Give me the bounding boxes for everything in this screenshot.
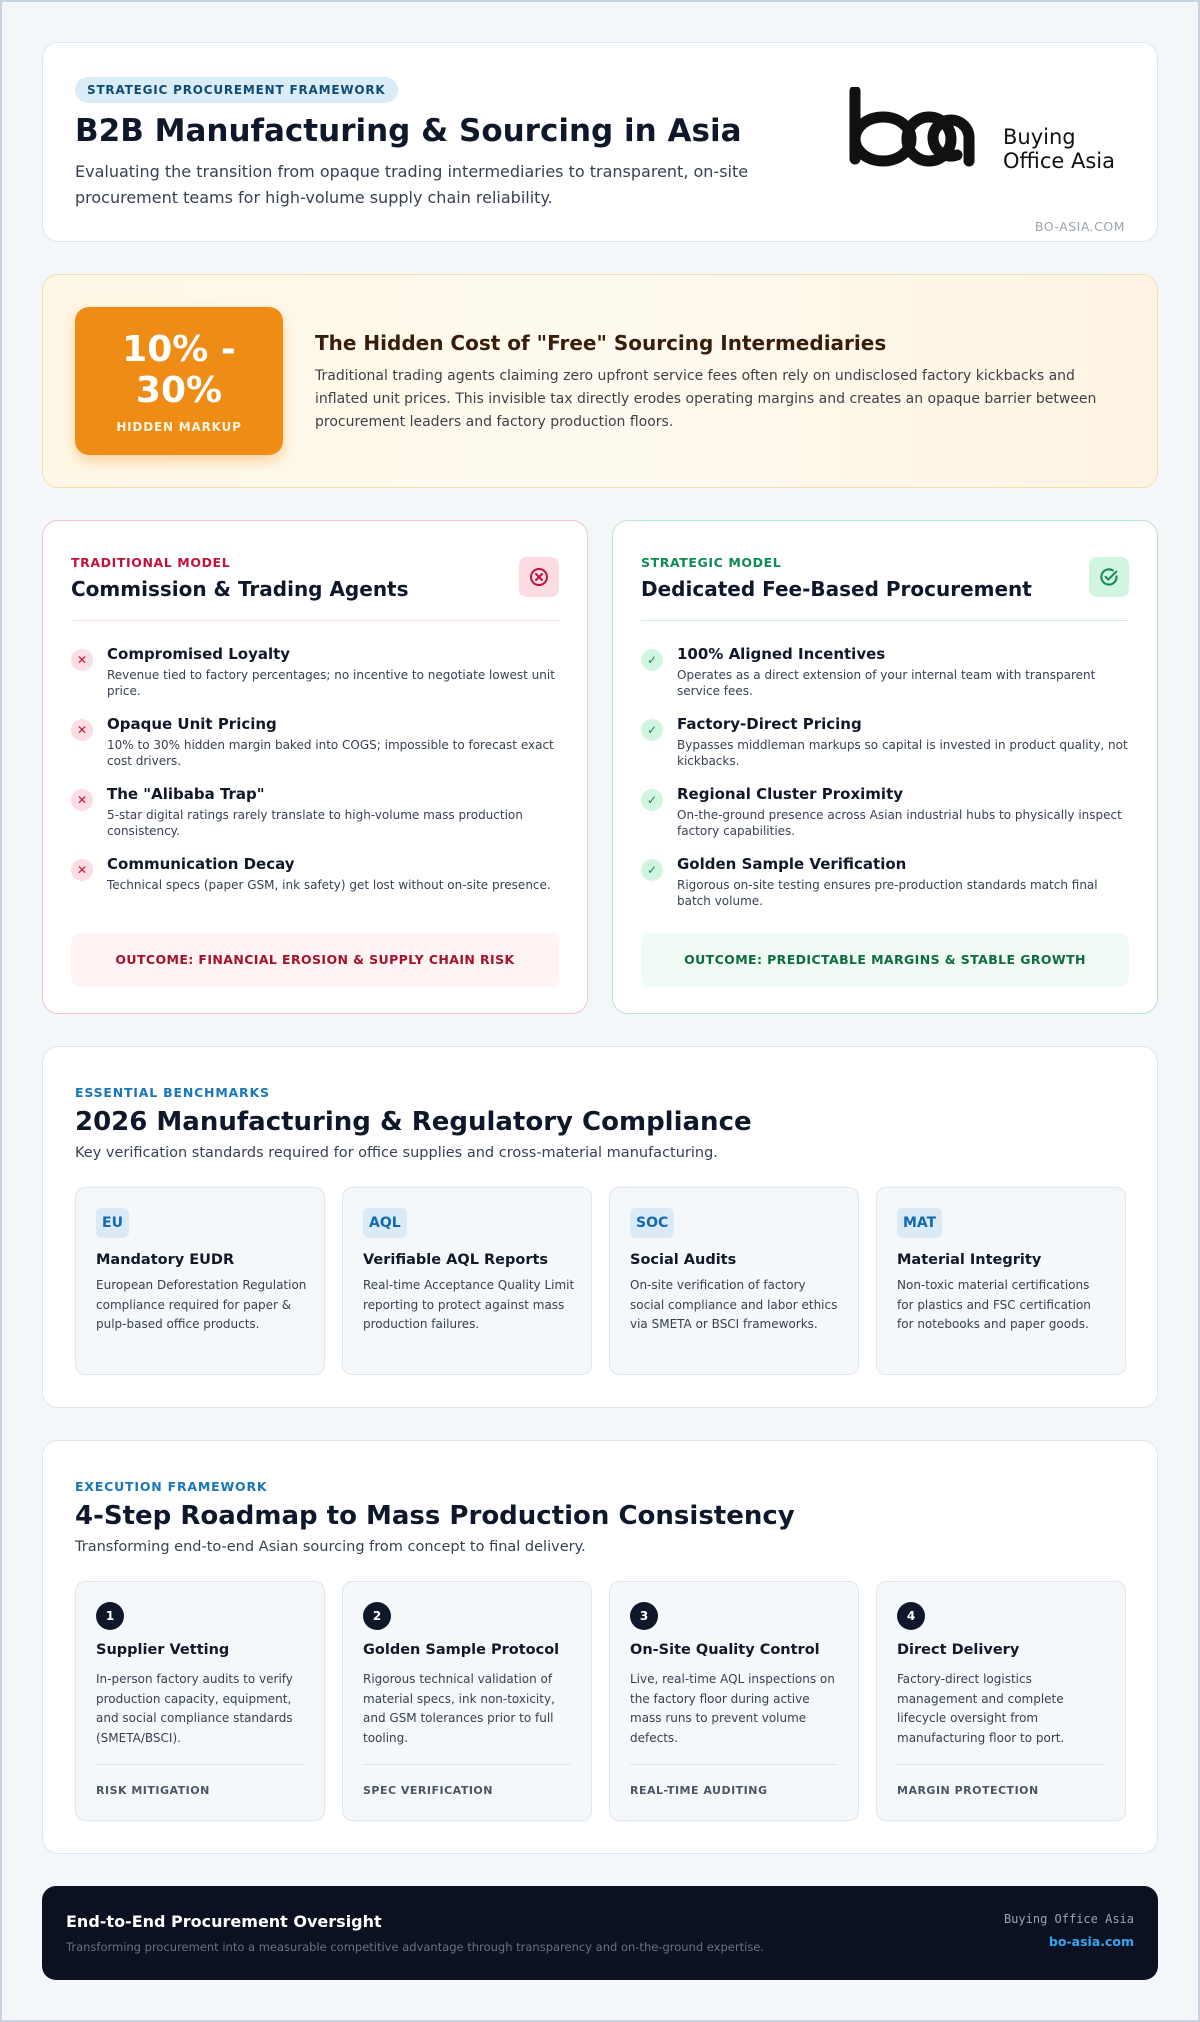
footer-brand: Buying Office Asia	[1003, 1912, 1134, 1926]
step-number: 3	[630, 1602, 658, 1630]
traditional-title: Commission & Trading Agents	[71, 577, 409, 601]
check-icon: ✓	[641, 789, 663, 811]
markup-stat	[75, 307, 283, 455]
benchmarks-tag: ESSENTIAL BENCHMARKS	[75, 1085, 270, 1100]
strategic-title: Dedicated Fee-Based Procurement	[641, 577, 1032, 601]
brand-logo[interactable]	[845, 87, 1125, 234]
roadmap-step: 1 Supplier Vetting In-person factory audits to verify production capacity, equipment, and social compliance standards (SMETA/BSCI). RISK MITIGATION	[75, 1581, 325, 1821]
roadmap-step: 4 Direct Delivery Factory-direct logistics management and complete lifecycle oversight from manufacturing floor to port. MARGIN PROTECTION	[876, 1581, 1126, 1821]
roadmap-title: 4-Step Roadmap to Mass Production Consistency	[75, 1501, 795, 1531]
roadmap-step: 2 Golden Sample Protocol Rigorous technical validation of material specs, ink non-toxicity, and GSM tolerances prior to full tooling. SPEC VERIFICATION	[342, 1581, 592, 1821]
roadmap-step: 3 On-Site Quality Control Live, real-time AQL inspections on the factory floor during active mass runs to prevent volume defects. REAL-TIME AUDITING	[609, 1581, 859, 1821]
benchmark-code-badge: EU	[96, 1208, 129, 1238]
x-icon: ✕	[71, 649, 93, 671]
markup-stat-value: 10% - 30%	[122, 329, 236, 411]
traditional-model-card: TRADITIONAL MODEL Commission & Trading Agents ✕ Compromised Loyalty Revenue tied to factory percentages; no incentive to negotiate lowest unit price. ✕ Opaque Unit Pricing 10% to 30% hidden margin baked into COGS; impossible to forecast exact cost drivers. ✕ The "Alibaba Trap" 5-star digital ratings rarely translate to high-volume mass production consistency. ✕ Communication Decay Technical specs (paper GSM, ink safety) get lost without on-site presence. OUTCOME: FINANCIAL EROSION & SUPPLY CHAIN RISK	[42, 520, 588, 1014]
logo-url: BO-ASIA.COM	[1034, 219, 1125, 234]
footer-website-link[interactable]: bo-asia.com	[1048, 1934, 1134, 1949]
divider	[897, 1764, 1105, 1765]
benchmark-code-badge: SOC	[630, 1208, 674, 1238]
x-icon: ✕	[71, 789, 93, 811]
roadmap-card	[42, 1440, 1158, 1854]
roadmap-tag: EXECUTION FRAMEWORK	[75, 1479, 268, 1494]
step-number: 2	[363, 1602, 391, 1630]
roadmap-subtitle: Transforming end-to-end Asian sourcing from concept to final delivery.	[75, 1539, 586, 1555]
logo-wordmark: Buying Office Asia	[1003, 125, 1115, 173]
divider	[641, 620, 1129, 621]
benchmark-code-badge: MAT	[897, 1208, 942, 1238]
framework-tag: STRATEGIC PROCUREMENT FRAMEWORK	[75, 77, 398, 103]
check-icon: ✓	[641, 649, 663, 671]
benchmark-tile: EU Mandatory EUDR European Deforestation Regulation compliance required for paper & pulp-based office products.	[75, 1187, 325, 1375]
benchmark-tile: SOC Social Audits On-site verification of factory social compliance and labor ethics via SMETA or BSCI frameworks.	[609, 1187, 859, 1375]
strategic-model-card: STRATEGIC MODEL Dedicated Fee-Based Procurement ✓ 100% Aligned Incentives Operates as a direct extension of your internal team with transparent service fees. ✓ Factory-Direct Pricing Bypasses middleman markups so capital is invested in product quality, not kickbacks. ✓ Regional Cluster Proximity On-the-ground presence across Asian industrial hubs to physically inspect factory capabilities. ✓ Golden Sample Verification Rigorous on-site testing ensures pre-production standards match final batch volume. OUTCOME: PREDICTABLE MARGINS & STABLE GROWTH	[612, 520, 1158, 1014]
step-number: 1	[96, 1602, 124, 1630]
check-circle-icon	[1089, 557, 1129, 597]
hidden-cost-title: The Hidden Cost of "Free" Sourcing Intermediaries	[315, 331, 887, 355]
boa-logo-mark	[845, 87, 995, 177]
divider	[630, 1764, 838, 1765]
x-icon: ✕	[71, 859, 93, 881]
x-icon: ✕	[71, 719, 93, 741]
traditional-outcome: OUTCOME: FINANCIAL EROSION & SUPPLY CHAIN RISK	[71, 933, 559, 987]
hidden-cost-body: Traditional trading agents claiming zero upfront service fees often rely on undisclosed factory kickbacks and inflated unit prices. This invisible tax directly erodes operating margins and creates an opaque barrier between procurement leaders and factory production floors.	[315, 368, 1097, 430]
step-number: 4	[897, 1602, 925, 1630]
page-title: B2B Manufacturing & Sourcing in Asia	[75, 113, 742, 149]
step-footer: REAL-TIME AUDITING	[630, 1784, 768, 1797]
footer-subtitle: Transforming procurement into a measurable competitive advantage through transparency and on-the-ground expertise.	[66, 1940, 765, 1954]
benchmarks-subtitle: Key verification standards required for office supplies and cross-material manufacturing.	[75, 1145, 718, 1161]
page-subtitle: Evaluating the transition from opaque trading intermediaries to transparent, on-site procurement teams for high-volume supply chain reliability.	[75, 162, 749, 207]
footer-title: End-to-End Procurement Oversight	[66, 1912, 382, 1931]
benchmarks-title: 2026 Manufacturing & Regulatory Compliance	[75, 1107, 752, 1137]
hidden-cost-card	[42, 274, 1158, 488]
x-circle-icon	[519, 557, 559, 597]
header-card	[42, 42, 1158, 242]
divider	[96, 1764, 304, 1765]
check-icon: ✓	[641, 859, 663, 881]
check-icon: ✓	[641, 719, 663, 741]
step-footer: RISK MITIGATION	[96, 1784, 210, 1797]
benchmarks-card	[42, 1046, 1158, 1408]
benchmark-tile: AQL Verifiable AQL Reports Real-time Acceptance Quality Limit reporting to protect against mass production failures.	[342, 1187, 592, 1375]
step-footer: MARGIN PROTECTION	[897, 1784, 1039, 1797]
divider	[363, 1764, 571, 1765]
step-footer: SPEC VERIFICATION	[363, 1784, 493, 1797]
strategic-tag: STRATEGIC MODEL	[641, 555, 782, 570]
traditional-tag: TRADITIONAL MODEL	[71, 555, 231, 570]
benchmark-tile: MAT Material Integrity Non-toxic material certifications for plastics and FSC certification for notebooks and paper goods.	[876, 1187, 1126, 1375]
markup-stat-label: HIDDEN MARKUP	[116, 420, 242, 434]
strategic-outcome: OUTCOME: PREDICTABLE MARGINS & STABLE GROWTH	[641, 933, 1129, 987]
divider	[71, 620, 559, 621]
benchmark-code-badge: AQL	[363, 1208, 407, 1238]
footer-banner	[42, 1886, 1158, 1980]
